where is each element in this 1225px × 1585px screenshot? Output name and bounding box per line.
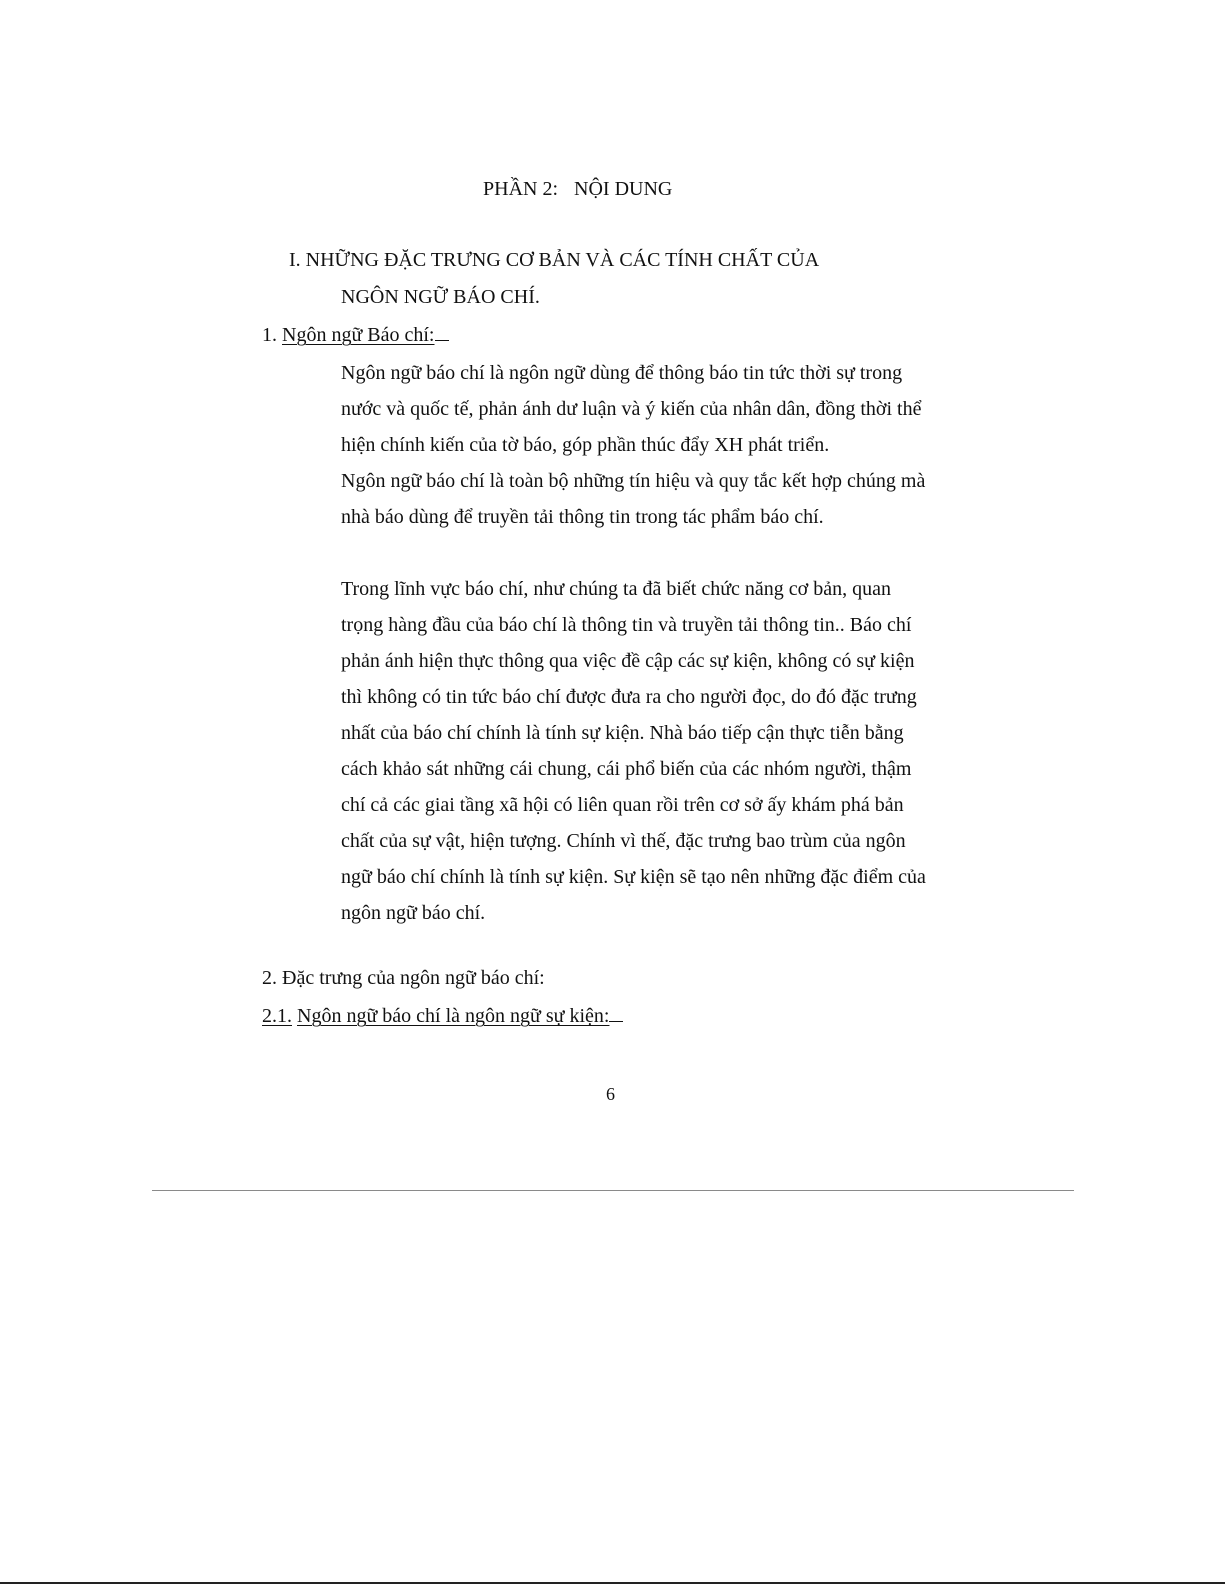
paragraph-line: nhà báo dùng để truyền tải thông tin trong tác phẩm báo chí. — [341, 506, 824, 528]
heading-2: 2. Đặc trưng của ngôn ngữ báo chí: — [262, 967, 545, 989]
paragraph-line: hiện chính kiến của tờ báo, góp phần thúc đẩy XH phát triển. — [341, 434, 830, 456]
paragraph-line: nước và quốc tế, phản ánh dư luận và ý kiến của nhân dân, đồng thời thể — [341, 398, 922, 420]
paragraph-line: cách khảo sát những cái chung, cái phổ biến của các nhóm người, thậm — [341, 758, 912, 780]
page-number: 6 — [606, 1084, 615, 1104]
part-heading: NỘI DUNG — [574, 178, 673, 200]
part-title — [483, 178, 672, 201]
paragraph-line: thì không có tin tức báo chí được đưa ra cho người đọc, do đó đặc trưng — [341, 686, 917, 708]
paragraph-line: Trong lĩnh vực báo chí, như chúng ta đã biết chức năng cơ bản, quan — [341, 578, 892, 600]
paragraph-definition-2 — [341, 463, 961, 535]
paragraph-line: trọng hàng đầu của báo chí là thông tin và truyền tải thông tin.. Báo chí — [341, 614, 912, 636]
paragraph-line: Ngôn ngữ báo chí là ngôn ngữ dùng để thông báo tin tức thời sự trong — [341, 362, 903, 384]
paragraph-line: Ngôn ngữ báo chí là toàn bộ những tín hiệu và quy tắc kết hợp chúng mà — [341, 470, 926, 492]
paragraph-event-character — [341, 571, 961, 931]
bottom-border — [0, 1582, 1225, 1584]
section-title-line-2: NGÔN NGỮ BÁO CHÍ. — [341, 286, 540, 308]
part-label: PHẦN 2: — [483, 178, 559, 200]
heading-1-text: Ngôn ngữ Báo chí: — [282, 324, 435, 346]
heading-2-1-text: Ngôn ngữ báo chí là ngôn ngữ sự kiện: — [297, 1005, 610, 1027]
heading-1-number: 1. — [262, 324, 277, 346]
paragraph-line: chất của sự vật, hiện tượng. Chính vì thế, đặc trưng bao trùm của ngôn — [341, 830, 906, 852]
paragraph-line: ngôn ngữ báo chí. — [341, 902, 486, 924]
heading-2-1-number: 2.1. — [262, 1005, 292, 1027]
page-divider — [152, 1190, 1074, 1191]
heading-2-1 — [262, 1003, 623, 1028]
paragraph-definition-1 — [341, 355, 961, 463]
paragraph-line: phản ánh hiện thực thông qua việc đề cập các sự kiện, không có sự kiện — [341, 650, 915, 672]
paragraph-line: nhất của báo chí chính là tính sự kiện. Nhà báo tiếp cận thực tiễn bằng — [341, 722, 904, 744]
section-title-line-1: I. NHỮNG ĐẶC TRƯNG CƠ BẢN VÀ CÁC TÍNH CHẤT CỦA — [289, 249, 820, 271]
heading-1 — [262, 322, 449, 347]
paragraph-line: chí cả các giai tầng xã hội có liên quan rồi trên cơ sở ấy khám phá bản — [341, 794, 904, 816]
paragraph-line: ngữ báo chí chính là tính sự kiện. Sự kiện sẽ tạo nên những đặc điểm của — [341, 866, 926, 888]
